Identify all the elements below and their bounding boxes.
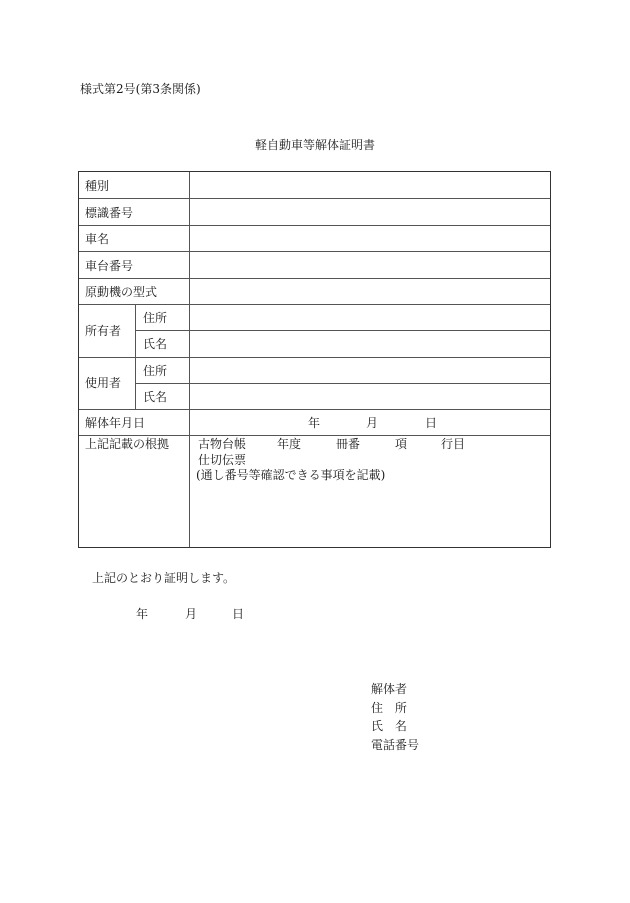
basis-note: (通し番号等確認できる事項を記載) — [196, 468, 386, 482]
certification-statement: 上記のとおり証明します。 — [92, 571, 236, 585]
basis-line: 行目 — [441, 437, 466, 451]
owner-name-label: 氏名 — [143, 337, 168, 351]
dismantler-address: 住 所 — [371, 701, 411, 715]
basis-item: 項 — [395, 437, 408, 451]
dismantle-year: 年 — [308, 416, 321, 430]
certification-year: 年 — [136, 607, 149, 621]
chassis-number-label: 車台番号 — [85, 259, 134, 273]
dismantle-month: 月 — [366, 416, 379, 430]
basis-volume: 冊番 — [336, 437, 361, 451]
owner-label: 所有者 — [85, 324, 122, 338]
vehicle-name-label: 車名 — [85, 232, 110, 246]
dismantler-phone: 電話番号 — [371, 738, 420, 752]
document-title: 軽自動車等解体証明書 — [254, 138, 375, 152]
plate-number-label: 標識番号 — [85, 206, 134, 220]
dismantle-day: 日 — [425, 416, 438, 430]
dismantler-name: 氏 名 — [371, 719, 411, 733]
user-label: 使用者 — [85, 376, 122, 390]
engine-model-label: 原動機の型式 — [85, 285, 158, 299]
user-name-label: 氏名 — [143, 390, 168, 404]
basis-fiscal-year: 年度 — [277, 437, 302, 451]
certificate-table — [78, 171, 551, 548]
certification-month: 月 — [185, 607, 198, 621]
basis-ledger: 古物台帳 — [198, 437, 247, 451]
certification-day: 日 — [232, 607, 245, 621]
basis-label: 上記記載の根拠 — [85, 437, 170, 451]
user-address-label: 住所 — [143, 364, 168, 378]
dismantle-date-label: 解体年月日 — [85, 416, 146, 430]
type-label: 種別 — [85, 179, 110, 193]
dismantler-label: 解体者 — [371, 682, 408, 696]
basis-slip: 仕切伝票 — [198, 453, 247, 467]
form-number: 様式第2号(第3条関係) — [80, 82, 201, 96]
owner-address-label: 住所 — [143, 311, 168, 325]
